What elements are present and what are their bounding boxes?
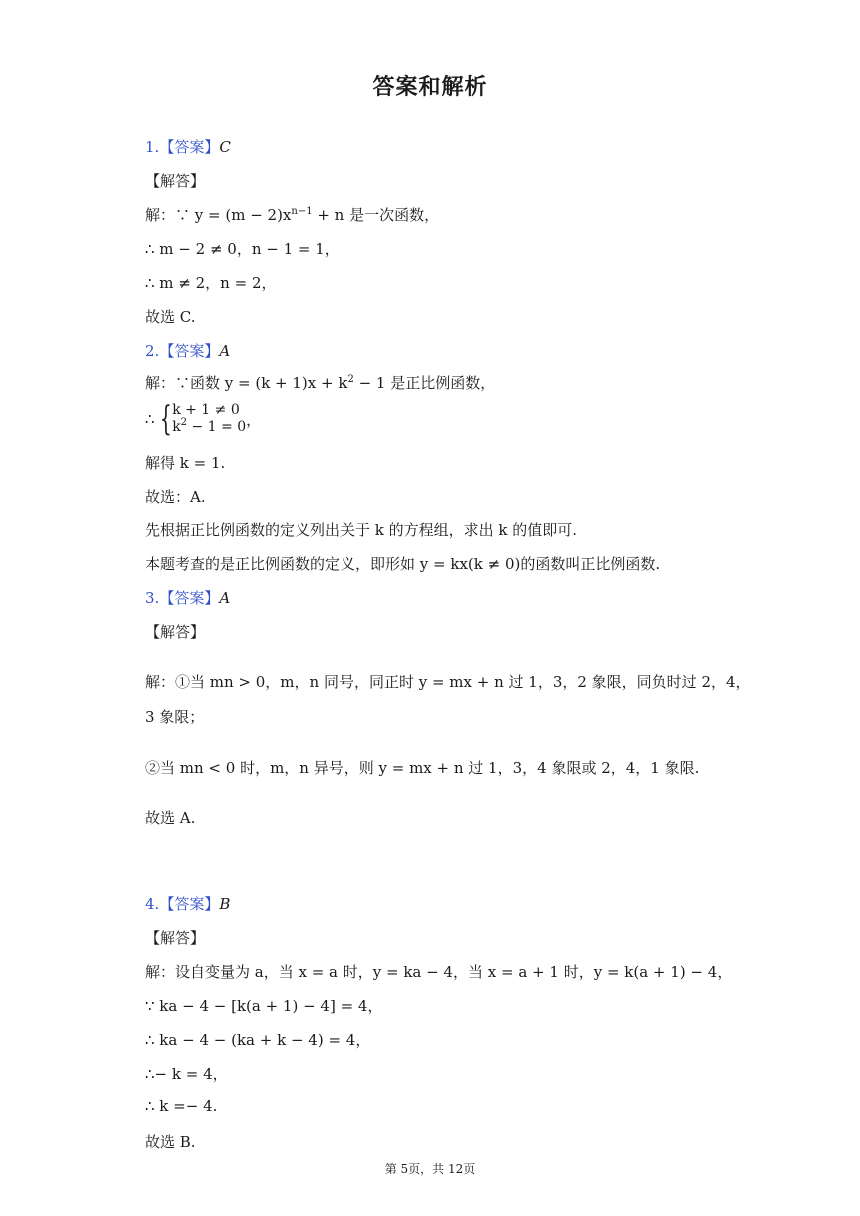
q2-step-3: 解得 k = 1. [145, 454, 226, 472]
therefore-symbol: ∴ [145, 410, 155, 428]
page-title: 答案和解析 [372, 75, 488, 100]
q1-step-1-tail: + n 是一次函数， [312, 206, 440, 224]
page-footer: 第 5页，共 12页 [384, 1162, 476, 1176]
q4-answer-tag: 【答案】 [159, 895, 220, 913]
q2-conclusion: 故选：A. [145, 488, 206, 506]
q2-answer: A [219, 342, 231, 360]
q4-answer: B [219, 895, 231, 913]
q1-number: 1. [145, 138, 160, 156]
system-equation-2-tail: − 1 = 0 [187, 419, 247, 435]
q2-analysis: 先根据正比例函数的定义列出关于 k 的方程组，求出 k 的值即可. [145, 521, 578, 539]
system-equation-2 [172, 419, 246, 436]
q1-answer-line [145, 136, 231, 157]
left-brace-icon: { [159, 399, 172, 439]
q2-exponent: 2 [347, 374, 354, 385]
q1-step-1-text: 解：∵ y = (m − 2)x [145, 206, 292, 224]
q2-comment: 本题考查的是正比例函数的定义，即形如 y = kx(k ≠ 0)的函数叫正比例函数. [145, 555, 661, 573]
q3-number: 3. [145, 589, 160, 607]
q2-step-1 [145, 372, 495, 393]
system-exponent: 2 [180, 417, 188, 428]
q4-step-5: ∴ k =− 4. [145, 1097, 218, 1115]
q3-conclusion: 故选 A. [145, 809, 196, 827]
system-suffix: ， [246, 410, 262, 429]
q4-step-1: 解：设自变量为 a，当 x = a 时，y = ka − 4，当 x = a + 1 时，y = k(a + 1) − 4， [145, 963, 733, 981]
q1-answer: C [219, 138, 231, 156]
q4-step-2: ∵ ka − 4 − [k(a + 1) − 4] = 4， [145, 997, 383, 1015]
q4-solution-heading: 【解答】 [145, 929, 206, 947]
q4-number: 4. [145, 895, 160, 913]
q3-solution-heading: 【解答】 [145, 623, 206, 641]
q2-number: 2. [145, 342, 160, 360]
q4-step-3: ∴ ka − 4 − (ka + k − 4) = 4， [145, 1031, 371, 1049]
system-equation-2-head: k [172, 419, 181, 435]
q4-answer-line [145, 893, 230, 914]
q3-answer: A [219, 589, 231, 607]
q3-case-1-cont: 3 象限； [145, 708, 205, 726]
q3-answer-tag: 【答案】 [159, 589, 220, 607]
q4-step-4: ∴− k = 4， [145, 1065, 228, 1083]
q4-conclusion: 故选 B. [145, 1133, 196, 1151]
q1-answer-tag: 【答案】 [159, 138, 220, 156]
q1-conclusion: 故选 C. [145, 308, 196, 326]
q1-step-2: ∴ m − 2 ≠ 0，n − 1 = 1， [145, 240, 340, 258]
q3-case-1: 解：①当 mn > 0，m，n 同号，同正时 y = mx + n 过 1，3，2 象限，同负时过 2，4， [145, 673, 751, 691]
q2-answer-tag: 【答案】 [159, 342, 220, 360]
q3-answer-line [145, 587, 230, 608]
system-equation-1: k + 1 ≠ 0 [172, 402, 240, 418]
q2-answer-line [145, 340, 230, 361]
q1-step-1 [145, 204, 439, 225]
q1-step-3: ∴ m ≠ 2，n = 2， [145, 274, 277, 292]
q3-case-2: ②当 mn < 0 时，m，n 异号，则 y = mx + n 过 1，3，4 象限或 2，4，1 象限. [145, 759, 700, 777]
q2-equation-system [145, 399, 262, 439]
q1-exponent: n−1 [291, 206, 313, 217]
q2-step-1-text: 解：∵函数 y = (k + 1)x + k [145, 374, 348, 392]
q1-solution-heading: 【解答】 [145, 172, 206, 190]
q2-step-1-tail: − 1 是正比例函数， [353, 374, 496, 392]
